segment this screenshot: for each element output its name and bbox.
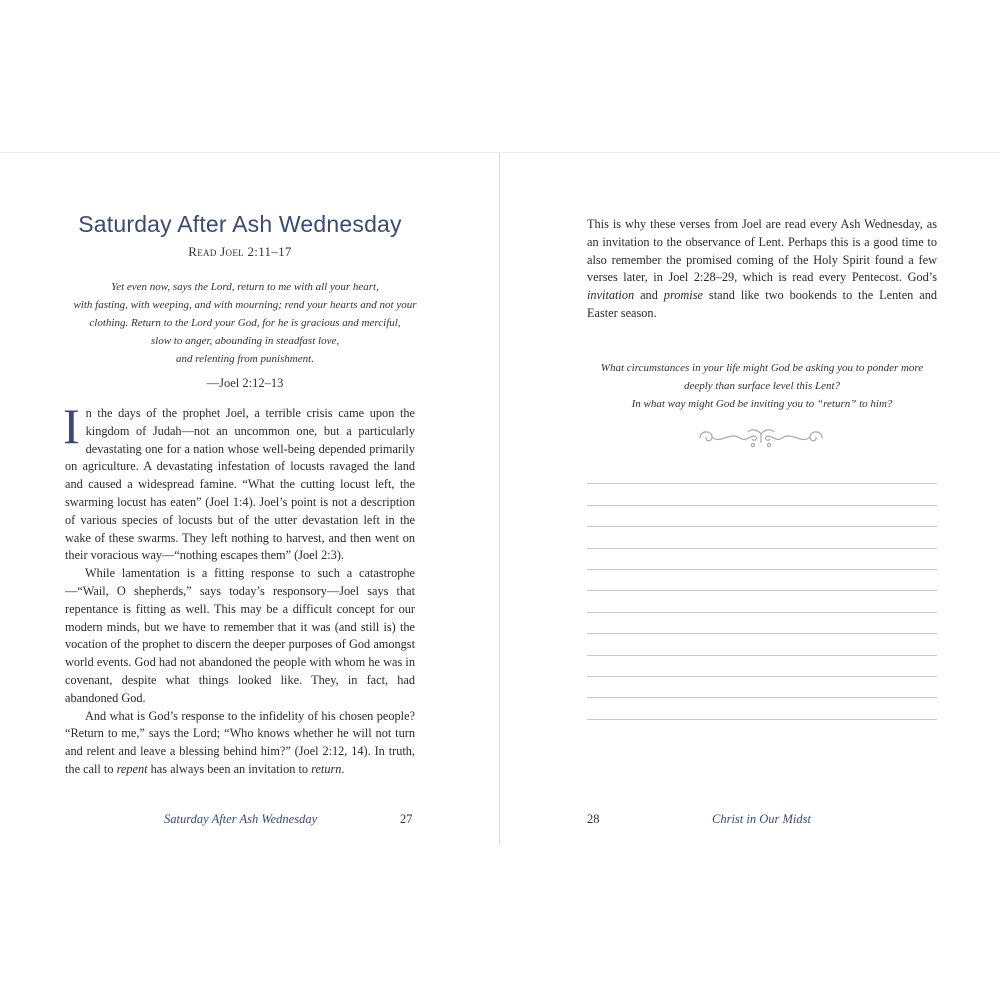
paragraph-text: stand like two bookends to the Lenten and Easter season.: [587, 288, 937, 320]
paragraph: While lamentation is a fitting response to such a catastrophe—“Wail, O shepherds,” says today’s responsory—Joel says that repentance is fitting as well. This may be a difficult concept for our modern minds, but we have to remember that it was (and still is) the vocation of the prophet to discern the deeper purposes of God amongst world events. God had not abandoned the people with whom he was in covenant, despite what things looked like. They, in fact, had abandoned God.: [65, 566, 415, 705]
epigraph-line: with fasting, with weeping, and with mourning; rend your hearts and not your: [73, 299, 417, 311]
paragraph-text: .: [341, 761, 345, 776]
paragraph-text: This is why these verses from Joel are read every Ash Wednesday, as an invitation to the observance of Lent. Perhaps this is a good time to also remember the promised coming of the Holy Spirit found a few verses later, in Joel 2:28–29, which is read every Pentecost. God’s: [587, 217, 937, 285]
page-number: 28: [587, 812, 600, 826]
emphasis: repent: [116, 761, 148, 776]
emphasis: invitation: [587, 288, 635, 303]
paragraph: [587, 216, 937, 323]
body-text-right: [587, 216, 937, 323]
emphasis: return: [311, 761, 342, 776]
writing-line[interactable]: [587, 506, 937, 527]
page-title: Saturday After Ash Wednesday: [78, 211, 402, 237]
flourish-ornament-icon: [696, 425, 826, 451]
running-footer-title: Christ in Our Midst: [712, 812, 811, 826]
left-page: [0, 152, 500, 845]
epigraph-line: slow to anger, abounding in steadfast love,: [150, 335, 340, 347]
prompt-line: deeply than surface level this Lent?: [683, 380, 841, 392]
paragraph-text: And what is God’s response to the infidelity of his chosen people? “Return to me,” says the Lord; “Who knows whether he will not turn and relent and leave a blessing behind him?” (Joel 2:12, 14). In truth, the call to: [65, 708, 415, 776]
writing-line[interactable]: [587, 549, 937, 570]
epigraph-reference: —Joel 2:12–13: [206, 376, 284, 390]
writing-line[interactable]: [587, 613, 937, 634]
drop-cap: I: [63, 398, 80, 454]
writing-line[interactable]: [587, 527, 937, 548]
epigraph-line: Yet even now, says the Lord, return to me with all your heart,: [111, 281, 379, 293]
running-footer-title: Saturday After Ash Wednesday: [164, 812, 318, 826]
book-spread: [0, 152, 1000, 845]
reflection-prompt: [587, 359, 937, 413]
writing-line[interactable]: [587, 698, 937, 719]
paragraph-text: n the days of the prophet Joel, a terrible crisis came upon the kingdom of Judah—not an uncommon one, but a particularly devastating one for a nation whose well-being depended primarily on agriculture. A devastating infestation of locusts ravaged the land and caused a widespread famine. “What the cutting locust left, the swarming locust has eaten” (Joel 1:4). Joel’s point is not a description of various species of locusts but of the utter devastation left in the wake of these swarms. They left nothing to harvest, and then went on their voracious way—“nothing escapes them” (Joel 2:3).: [65, 406, 415, 563]
reading-reference: Read Joel 2:11–17: [188, 244, 292, 259]
epigraph-line: and relenting from punishment.: [176, 353, 314, 365]
prompt-line: In what way might God be inviting you to “return” to him?: [631, 398, 893, 410]
paragraph-text: and: [634, 288, 664, 303]
paragraph-text: has always been an invitation to: [147, 761, 312, 776]
writing-line[interactable]: [587, 656, 937, 677]
page-number: 27: [400, 812, 413, 826]
body-text-left: [63, 398, 415, 779]
writing-line[interactable]: [587, 677, 937, 698]
epigraph: [60, 278, 430, 368]
writing-line[interactable]: [587, 463, 937, 484]
right-page: [501, 152, 1000, 845]
paragraph: [65, 708, 415, 779]
prompt-line: What circumstances in your life might God be asking you to ponder more: [600, 362, 924, 374]
emphasis: promise: [663, 288, 703, 303]
paragraph: [63, 398, 415, 565]
writing-area[interactable]: [587, 463, 937, 720]
epigraph-line: clothing. Return to the Lord your God, for he is gracious and merciful,: [89, 317, 401, 329]
writing-line[interactable]: [587, 634, 937, 655]
writing-line[interactable]: [587, 591, 937, 612]
writing-line[interactable]: [587, 484, 937, 505]
writing-line[interactable]: [587, 570, 937, 591]
